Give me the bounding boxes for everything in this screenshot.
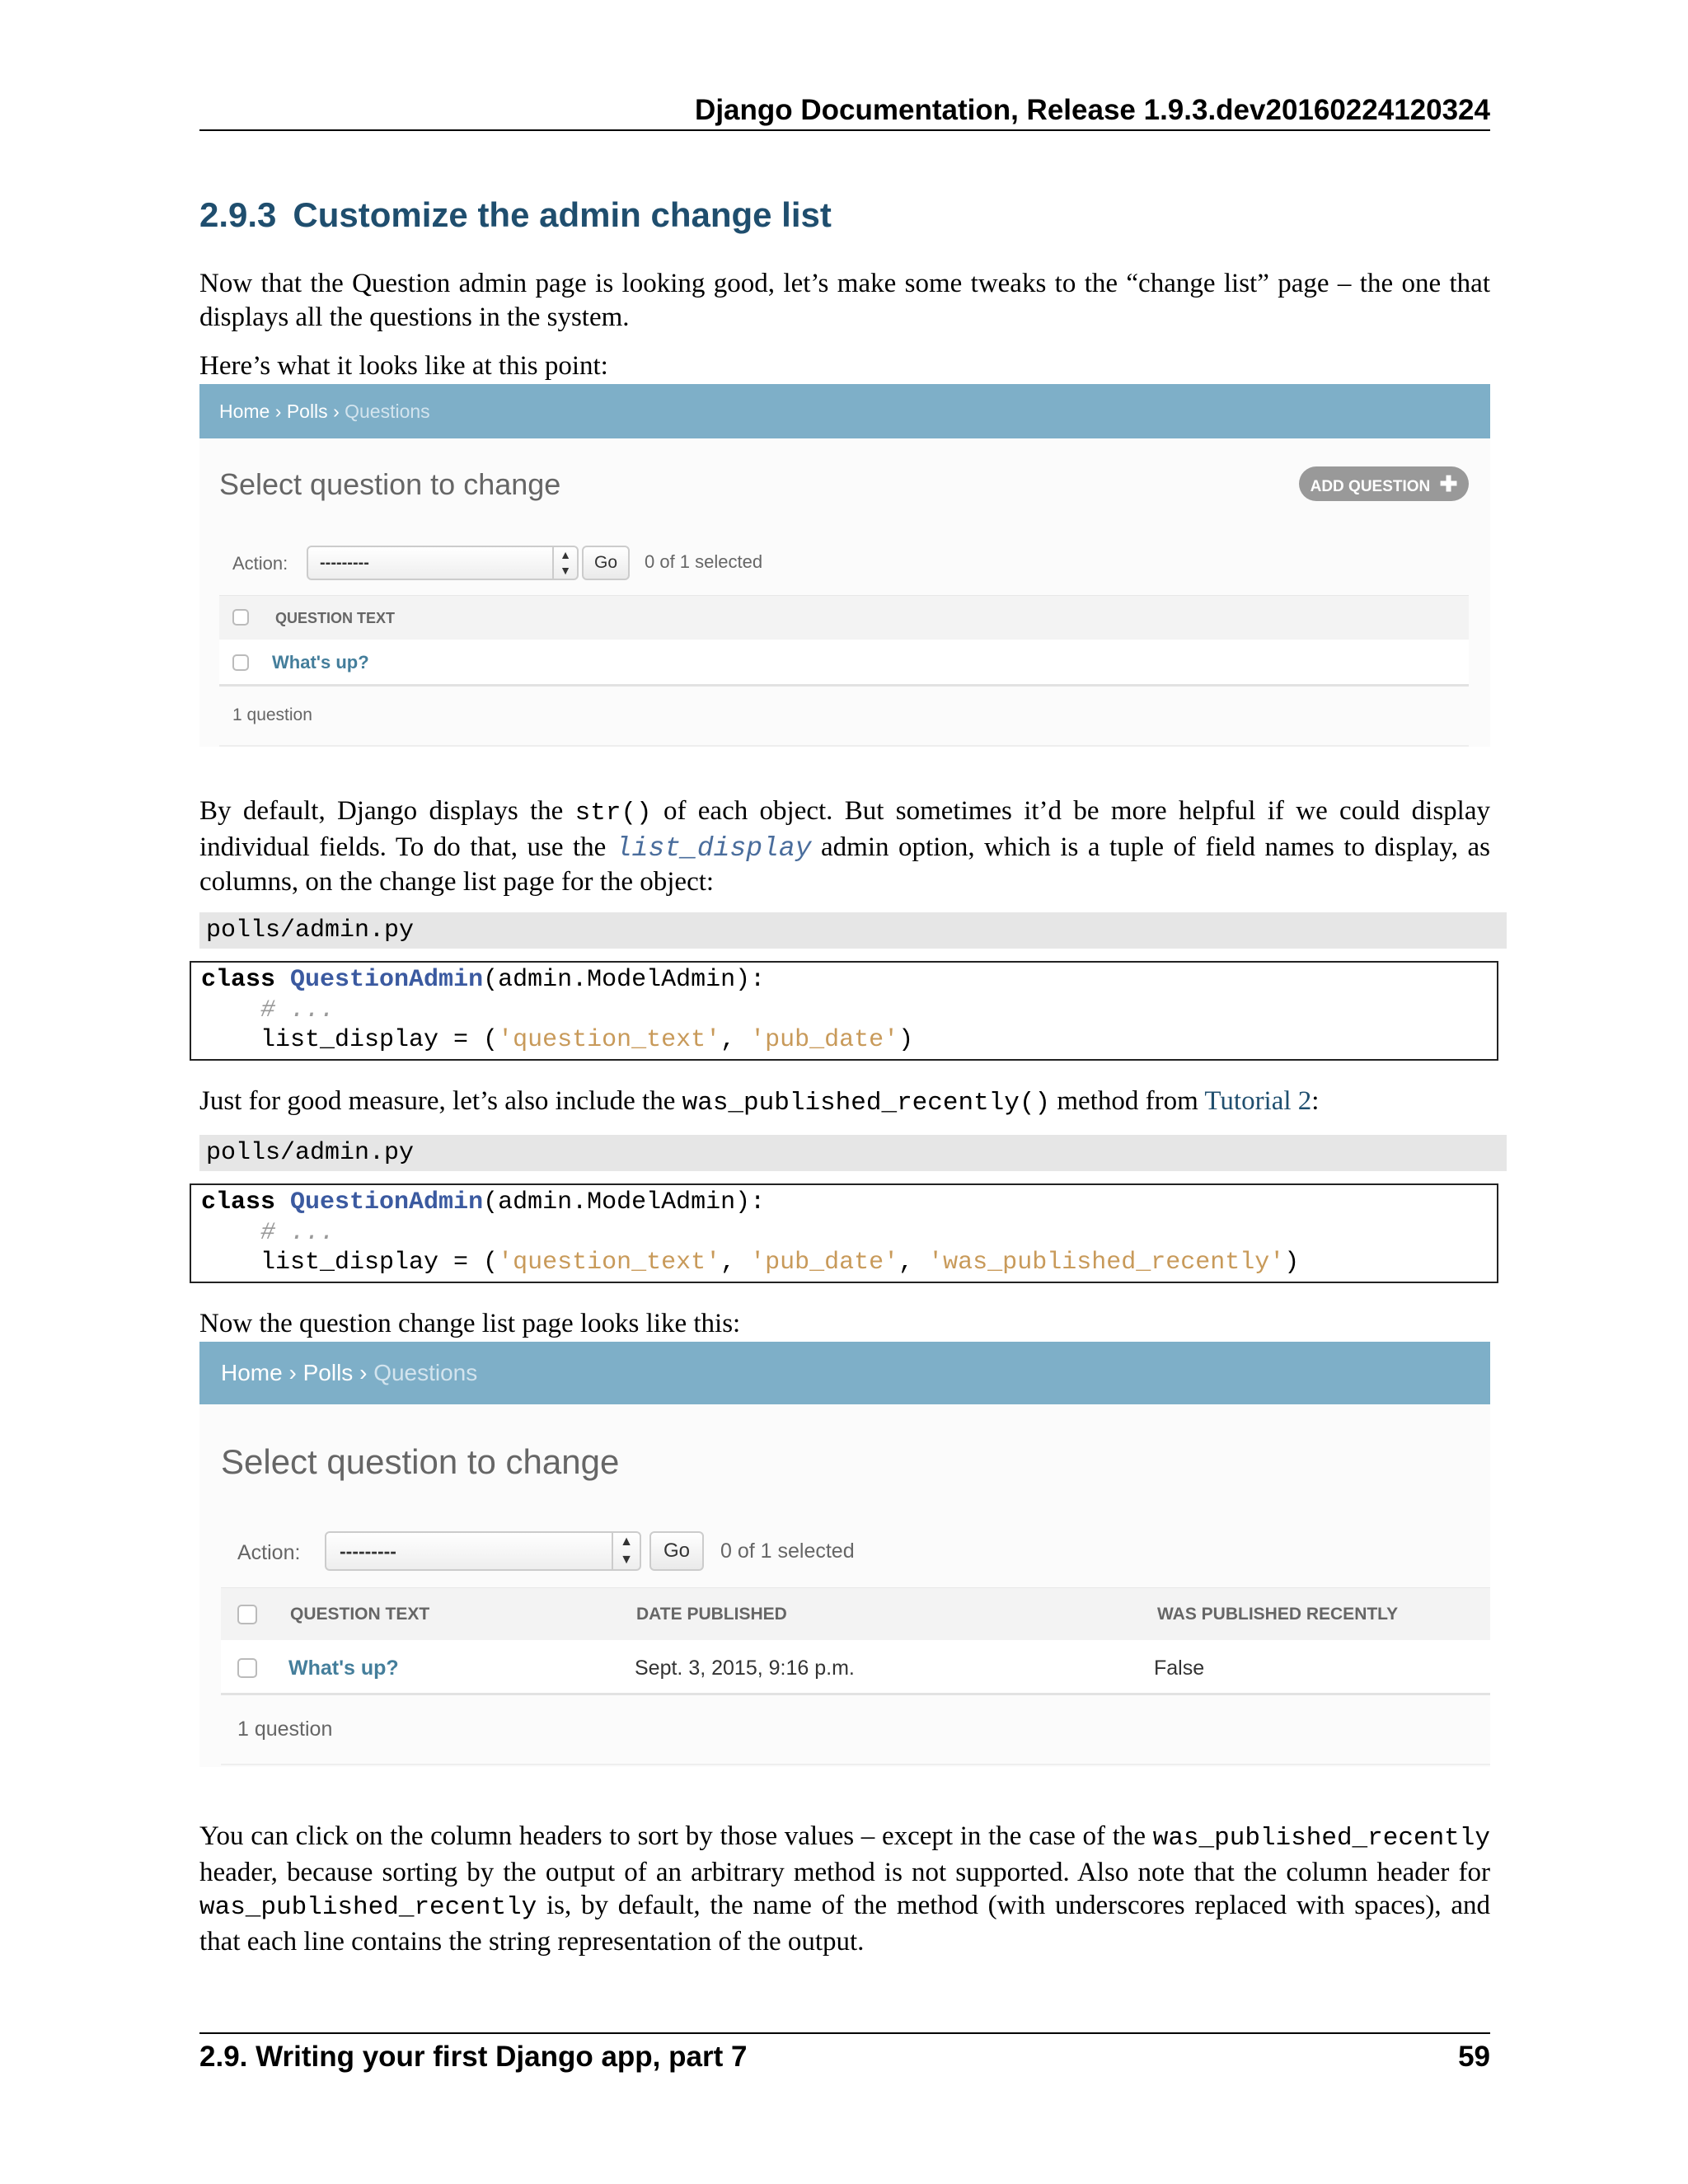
selection-counter: 0 of 1 selected	[720, 1540, 855, 1563]
go-button[interactable]: Go	[649, 1531, 704, 1571]
lead-in-paragraph-2: Now the question change list page looks like this:	[199, 1309, 741, 1338]
paragraph-list-display	[199, 794, 1490, 899]
inline-code: was_published_recently	[1152, 1824, 1490, 1853]
code-class-name: QuestionAdmin	[290, 966, 484, 994]
code-text: ,	[720, 1026, 751, 1054]
section-title: Customize the admin change list	[293, 195, 832, 234]
select-all-checkbox[interactable]	[237, 1605, 257, 1624]
header-rule	[199, 129, 1490, 131]
select-arrows-icon: ▲ ▼	[612, 1533, 640, 1569]
select-all-checkbox[interactable]	[232, 609, 249, 626]
inline-code: was_published_recently	[199, 1893, 537, 1922]
breadcrumb	[199, 1342, 1490, 1404]
action-label: Action:	[232, 553, 288, 574]
section-heading	[199, 193, 832, 237]
text: method from	[1050, 1086, 1205, 1116]
code-string: 'pub_date'	[750, 1026, 899, 1054]
breadcrumb	[199, 384, 1490, 438]
breadcrumb-separator: ›	[333, 401, 340, 422]
was-published-recently-cell: False	[1154, 1657, 1205, 1680]
admin-screenshot-after	[199, 1342, 1490, 1767]
code-block	[190, 1183, 1498, 1283]
tutorial-2-link[interactable]: Tutorial 2	[1204, 1086, 1312, 1116]
text: is, by default, the name of the method (with underscores replaced with spaces), and that each line contains the string representation of the output.	[199, 1891, 1490, 1957]
code-filename: polls/admin.py	[199, 1135, 1507, 1171]
add-question-button[interactable]	[1299, 466, 1469, 501]
text: Just for good measure, let’s also include the	[199, 1086, 682, 1116]
breadcrumb-home[interactable]: Home	[221, 1360, 283, 1385]
table-row	[219, 640, 1469, 687]
inline-code: was_published_recently()	[682, 1089, 1051, 1118]
lead-in-paragraph: Here’s what it looks like at this point:	[199, 351, 608, 381]
breadcrumb-separator: ›	[274, 401, 282, 422]
breadcrumb-polls[interactable]: Polls	[302, 1360, 354, 1385]
table-header-row	[219, 595, 1469, 641]
action-select-value: ---------	[320, 554, 369, 572]
action-select[interactable]	[325, 1531, 641, 1571]
code-block	[190, 961, 1498, 1061]
table-row	[221, 1640, 1490, 1695]
selection-counter: 0 of 1 selected	[645, 551, 763, 572]
code-keyword: class	[201, 1188, 276, 1216]
breadcrumb-polls[interactable]: Polls	[286, 401, 328, 422]
code-string: 'pub_date'	[750, 1249, 899, 1277]
section-number: 2.9.3	[199, 195, 277, 234]
text: You can click on the column headers to sort by those values – except in the case of the	[199, 1821, 1153, 1851]
column-header-date-published[interactable]: DATE PUBLISHED	[636, 1605, 787, 1624]
code-indent	[201, 1249, 260, 1277]
action-select-value: ---------	[340, 1540, 396, 1562]
breadcrumb-current: Questions	[345, 401, 430, 422]
row-checkbox[interactable]	[237, 1658, 257, 1678]
code-class-name: QuestionAdmin	[290, 1188, 484, 1216]
admin-screenshot-before	[199, 384, 1490, 747]
intro-paragraph: Now that the Question admin page is looking good, let’s make some tweaks to the “change list” page – the one that displays all the questions in the system.	[199, 269, 1490, 332]
running-header: Django Documentation, Release 1.9.3.dev20160224120324	[695, 94, 1490, 126]
code-text: (admin.ModelAdmin):	[483, 1188, 766, 1216]
text: header, because sorting by the output of an arbitrary method is not supported. Also note that the column header for	[199, 1857, 1490, 1887]
code-indent	[201, 1219, 260, 1247]
add-question-label: ADD QUESTION	[1310, 478, 1431, 495]
page-title: Select question to change	[221, 1442, 620, 1481]
text: of each object. But sometimes it’d be more helpful if we could display individual fields. To do that, use the	[199, 796, 1490, 862]
code-text: list_display = (	[260, 1026, 499, 1054]
action-label: Action:	[237, 1541, 301, 1564]
page-title: Select question to change	[219, 467, 561, 501]
breadcrumb-separator: ›	[359, 1360, 368, 1385]
code-text: )	[1284, 1249, 1300, 1277]
code-keyword: class	[201, 966, 276, 994]
code-string: 'question_text'	[498, 1026, 721, 1054]
select-arrows-icon: ▲ ▼	[552, 547, 577, 579]
go-button[interactable]: Go	[582, 546, 630, 580]
column-header-question-text[interactable]: QUESTION TEXT	[290, 1605, 430, 1624]
result-count: 1 question	[221, 1706, 1490, 1765]
breadcrumb-current: Questions	[373, 1360, 478, 1385]
code-text: )	[898, 1026, 914, 1054]
paragraph-good-measure	[199, 1085, 1490, 1121]
code-filename: polls/admin.py	[199, 912, 1507, 949]
row-checkbox[interactable]	[232, 654, 249, 671]
column-header-question-text[interactable]: QUESTION TEXT	[275, 610, 396, 626]
text: :	[1311, 1086, 1320, 1116]
code-string: 'question_text'	[498, 1249, 721, 1277]
table-header-row	[221, 1587, 1490, 1642]
code-text: list_display = (	[260, 1249, 499, 1277]
column-header-was-published-recently: WAS PUBLISHED RECENTLY	[1157, 1605, 1399, 1624]
question-link[interactable]: What's up?	[288, 1657, 399, 1680]
footer-section-title: 2.9. Writing your first Django app, part 7	[199, 2041, 748, 2073]
code-text: ,	[898, 1249, 929, 1277]
plus-icon: ✚	[1439, 471, 1458, 496]
code-comment: # ...	[260, 1218, 335, 1247]
question-link[interactable]: What's up?	[272, 652, 369, 673]
code-indent	[201, 1026, 260, 1054]
text: By default, Django displays the	[199, 796, 575, 826]
breadcrumb-separator: ›	[288, 1360, 297, 1385]
code-indent	[201, 996, 260, 1024]
page-number: 59	[1458, 2041, 1490, 2073]
inline-code: str()	[574, 799, 652, 827]
paragraph-sorting-note	[199, 1820, 1490, 1958]
code-text: (admin.ModelAdmin):	[483, 966, 766, 994]
text: admin option, which is a tuple of field names to display, as columns, on the change list page for the object:	[199, 832, 1491, 897]
code-text: ,	[720, 1249, 751, 1277]
code-string: 'was_published_recently'	[928, 1249, 1285, 1277]
footer-rule	[199, 2032, 1490, 2034]
result-count: 1 question	[219, 697, 1469, 747]
date-published-cell: Sept. 3, 2015, 9:16 p.m.	[635, 1657, 855, 1680]
list-display-link[interactable]: list_display	[615, 832, 812, 864]
action-select[interactable]	[307, 546, 579, 580]
breadcrumb-home[interactable]: Home	[219, 401, 270, 422]
code-comment: # ...	[260, 996, 335, 1024]
